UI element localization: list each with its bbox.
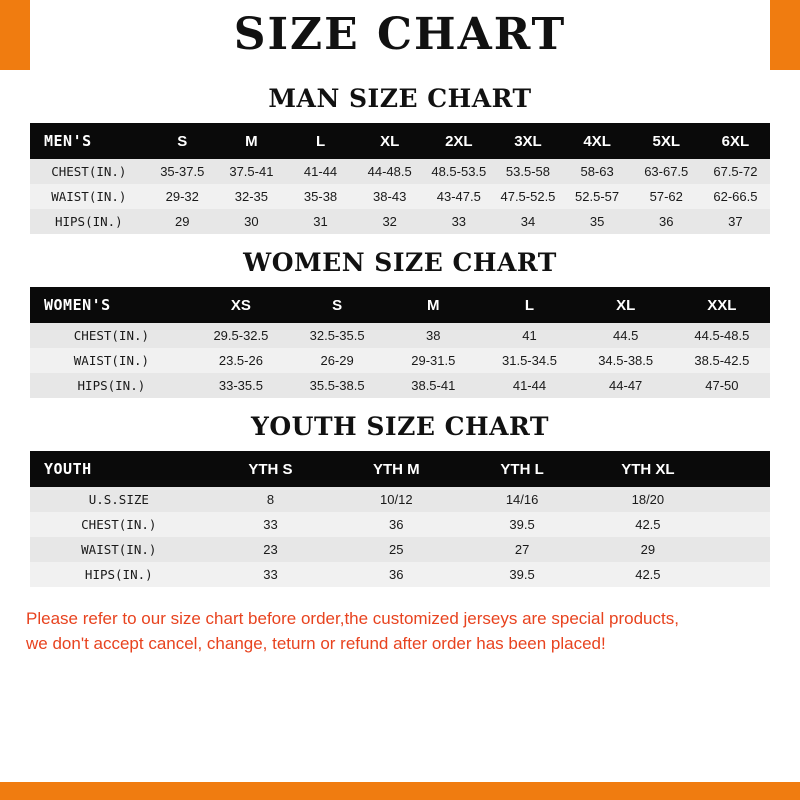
column-header: L <box>286 123 355 159</box>
row-label: CHEST(IN.) <box>81 517 157 532</box>
cell: 38.5-42.5 <box>694 353 750 368</box>
cell: 33 <box>263 567 278 582</box>
cell: 33-35.5 <box>218 378 263 393</box>
cell: 41-44 <box>512 378 547 393</box>
section-title-man: MAN SIZE CHART <box>268 84 532 113</box>
table-row <box>30 512 770 537</box>
row-label: WAIST(IN.) <box>81 542 157 557</box>
column-header: XL <box>355 123 424 159</box>
header-band-left-accent <box>0 0 30 70</box>
cell: 37 <box>728 214 743 229</box>
cell: 31.5-34.5 <box>502 353 557 368</box>
table-row <box>30 373 770 398</box>
cell: 29-31.5 <box>411 353 456 368</box>
table-row <box>30 159 770 184</box>
section-title-youth: YOUTH SIZE CHART <box>251 412 549 441</box>
section-women <box>0 248 800 398</box>
row-label: HIPS(IN.) <box>77 378 146 393</box>
column-header: S <box>148 123 217 159</box>
cell: 27 <box>514 542 530 557</box>
row-header-label-youth: YOUTH <box>30 451 208 487</box>
cell: 33 <box>451 214 467 229</box>
page-title: SIZE CHART <box>30 0 770 70</box>
column-header: 2XL <box>424 123 493 159</box>
cell: 18/20 <box>631 492 665 507</box>
cell: 29 <box>175 214 190 229</box>
cell: 25 <box>389 542 404 557</box>
row-label: U.S.SIZE <box>88 492 149 507</box>
cell: 39.5 <box>509 517 535 532</box>
column-header: XS <box>193 287 289 323</box>
row-header-label-women: WOMEN'S <box>30 287 193 323</box>
cell: 30 <box>244 214 259 229</box>
column-header: L <box>481 287 577 323</box>
cell: 47.5-52.5 <box>500 189 556 204</box>
cell: 34.5-38.5 <box>598 353 654 368</box>
cell: 14/16 <box>505 492 539 507</box>
table-row <box>30 487 770 512</box>
cell: 53.5-58 <box>505 164 550 179</box>
header-band-right-accent <box>770 0 800 70</box>
cell: 38-43 <box>373 189 407 204</box>
cell: 35 <box>589 214 605 229</box>
cell: 39.5 <box>509 567 535 582</box>
section-title-women: WOMEN SIZE CHART <box>243 248 557 277</box>
cell: 34 <box>520 214 536 229</box>
column-header: M <box>385 287 481 323</box>
table-header-row <box>30 123 770 159</box>
table-row <box>30 562 770 587</box>
cell: 35-37.5 <box>160 164 205 179</box>
cell: 38.5-41 <box>411 378 456 393</box>
table-header-row <box>30 451 770 487</box>
bottom-accent-band <box>0 782 800 800</box>
cell: 10/12 <box>380 492 413 507</box>
table-row <box>30 537 770 562</box>
cell: 44.5 <box>613 328 639 343</box>
footer-note <box>0 599 800 656</box>
cell: 63-67.5 <box>644 164 689 179</box>
cell: 47-50 <box>705 378 739 393</box>
column-header: S <box>289 287 385 323</box>
cell-spacer <box>711 562 770 587</box>
table-row <box>30 209 770 234</box>
cell: 44.5-48.5 <box>694 328 750 343</box>
table-women <box>30 287 770 398</box>
table-row <box>30 348 770 373</box>
cell: 29.5-32.5 <box>213 328 269 343</box>
row-label: HIPS(IN.) <box>84 567 153 582</box>
column-header: 3XL <box>493 123 562 159</box>
cell: 32 <box>382 214 397 229</box>
footer-note-line-1: Please refer to our size chart before order,the customized jerseys are special products, <box>26 609 679 628</box>
column-header: XL <box>578 287 674 323</box>
cell: 36 <box>659 214 674 229</box>
table-row <box>30 323 770 348</box>
header-band <box>0 0 800 70</box>
cell: 29-32 <box>165 189 199 204</box>
cell: 41 <box>522 328 537 343</box>
table-man <box>30 123 770 234</box>
cell: 42.5 <box>635 517 661 532</box>
cell: 67.5-72 <box>713 164 758 179</box>
cell: 26-29 <box>320 353 354 368</box>
column-header: 4XL <box>563 123 632 159</box>
cell: 44-48.5 <box>367 164 412 179</box>
row-label: CHEST(IN.) <box>73 328 150 343</box>
footer-note-line-2: we don't accept cancel, change, teturn or refund after order has been placed! <box>26 633 606 653</box>
cell: 48.5-53.5 <box>431 164 487 179</box>
cell-spacer <box>711 487 770 512</box>
column-header: YTH S <box>208 451 334 487</box>
cell: 38 <box>426 328 441 343</box>
section-youth <box>0 412 800 587</box>
column-header-spacer <box>711 451 770 487</box>
cell: 36 <box>389 517 404 532</box>
column-header: 5XL <box>632 123 701 159</box>
row-label: CHEST(IN.) <box>51 164 127 179</box>
column-header: XXL <box>674 287 770 323</box>
cell: 23 <box>263 542 278 557</box>
row-header-label-men: MEN'S <box>30 123 148 159</box>
table-youth <box>30 451 770 587</box>
section-man <box>0 84 800 234</box>
cell-spacer <box>711 537 770 562</box>
cell: 43-47.5 <box>436 189 481 204</box>
cell: 29 <box>640 542 656 557</box>
cell: 35.5-38.5 <box>309 378 365 393</box>
column-header: M <box>217 123 286 159</box>
cell: 32.5-35.5 <box>309 328 365 343</box>
row-label: WAIST(IN.) <box>51 189 127 204</box>
cell: 37.5-41 <box>229 164 274 179</box>
cell: 41-44 <box>303 164 338 179</box>
row-label: HIPS(IN.) <box>54 214 123 229</box>
cell: 31 <box>313 214 328 229</box>
cell: 52.5-57 <box>575 189 620 204</box>
column-header: YTH L <box>459 451 585 487</box>
cell: 62-66.5 <box>713 189 758 204</box>
cell-spacer <box>711 512 770 537</box>
table-header-row <box>30 287 770 323</box>
table-row <box>30 184 770 209</box>
column-header: 6XL <box>701 123 770 159</box>
cell: 58-63 <box>580 164 614 179</box>
cell: 32-35 <box>234 189 269 204</box>
cell: 35-38 <box>303 189 338 204</box>
cell: 33 <box>263 517 278 532</box>
cell: 42.5 <box>635 567 661 582</box>
column-header: YTH XL <box>585 451 711 487</box>
cell: 23.5-26 <box>218 353 263 368</box>
row-label: WAIST(IN.) <box>73 353 150 368</box>
column-header: YTH M <box>333 451 459 487</box>
cell: 8 <box>266 492 275 507</box>
cell: 57-62 <box>649 189 683 204</box>
cell: 36 <box>389 567 404 582</box>
cell: 44-47 <box>609 378 643 393</box>
